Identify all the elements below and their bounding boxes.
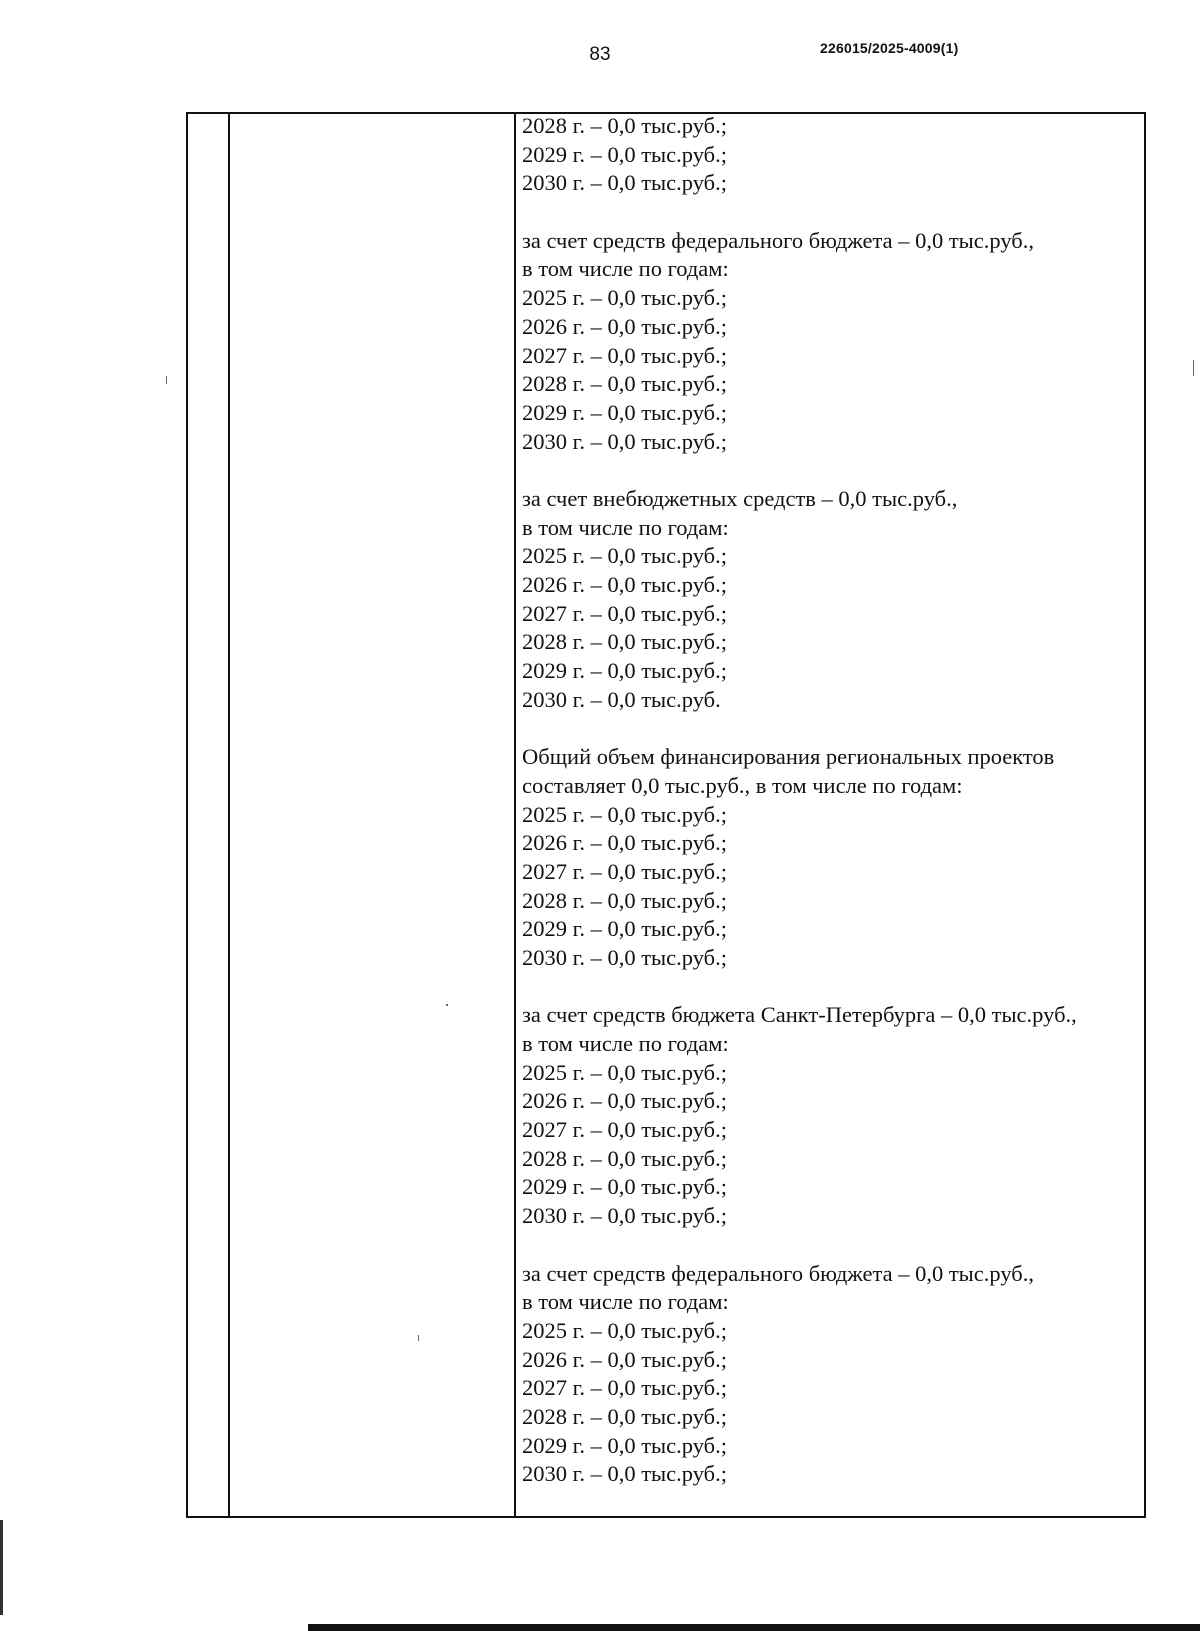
- scan-speck: [1193, 360, 1194, 376]
- text-line: 2025 г. – 0,0 тыс.руб.;: [522, 285, 727, 311]
- text-line: 2029 г. – 0,0 тыс.руб.;: [522, 141, 727, 167]
- text-line: за счет средств бюджета Санкт-Петербурга – 0,0 тыс.руб.,: [522, 1002, 1077, 1028]
- text-line: 2028 г. – 0,0 тыс.руб.;: [522, 371, 727, 397]
- text-line: 2029 г. – 0,0 тыс.руб.;: [522, 658, 727, 684]
- financing-block-4: [522, 743, 1142, 973]
- text-line: 2025 г. – 0,0 тыс.руб.;: [522, 801, 727, 827]
- text-line: 2027 г. – 0,0 тыс.руб.;: [522, 1117, 727, 1143]
- document-code: 226015/2025-4009(1): [820, 40, 959, 56]
- text-line: за счет внебюджетных средств – 0,0 тыс.руб.,: [522, 485, 958, 511]
- text-line: в том числе по годам:: [522, 256, 729, 282]
- text-line: 2029 г. – 0,0 тыс.руб.;: [522, 1174, 727, 1200]
- text-line: 2030 г. – 0,0 тыс.руб.;: [522, 1461, 727, 1487]
- text-line: 2028 г. – 0,0 тыс.руб.;: [522, 629, 727, 655]
- text-line: 2027 г. – 0,0 тыс.руб.;: [522, 1375, 727, 1401]
- text-line: в том числе по годам:: [522, 1031, 729, 1056]
- text-line: 2030 г. – 0,0 тыс.руб.;: [522, 944, 727, 970]
- financing-text-cell: [522, 112, 1142, 1489]
- text-line: 2027 г. – 0,0 тыс.руб.;: [522, 342, 727, 368]
- text-line: составляет 0,0 тыс.руб., в том числе по годам:: [522, 772, 963, 798]
- financing-block-2: [522, 227, 1142, 457]
- text-line: 2027 г. – 0,0 тыс.руб.;: [522, 600, 727, 626]
- financing-block-5: [522, 1001, 1142, 1231]
- page-number: 83: [589, 44, 611, 65]
- text-line: 2025 г. – 0,0 тыс.руб.;: [522, 1317, 727, 1343]
- scan-speck: [166, 376, 167, 384]
- text-line: за счет средств федерального бюджета – 0,0 тыс.руб.,: [522, 1260, 1035, 1286]
- scan-speck: [418, 1335, 419, 1341]
- text-line: 2029 г. – 0,0 тыс.руб.;: [522, 916, 727, 942]
- scan-edge-mark: [0, 1520, 3, 1615]
- text-line: 2029 г. – 0,0 тыс.руб.;: [522, 399, 727, 425]
- text-line: 2028 г. – 0,0 тыс.руб.;: [522, 1145, 727, 1171]
- text-line: 2027 г. – 0,0 тыс.руб.;: [522, 858, 727, 884]
- text-line: 2030 г. – 0,0 тыс.руб.;: [522, 1203, 727, 1229]
- text-line: в том числе по годам:: [522, 514, 729, 540]
- text-line: 2028 г. – 0,0 тыс.руб.;: [522, 1403, 727, 1429]
- table-column-divider-1: [228, 112, 230, 1518]
- text-line: 2030 г. – 0,0 тыс.руб.;: [522, 170, 727, 196]
- text-line: 2026 г. – 0,0 тыс.руб.;: [522, 572, 727, 597]
- text-line: 2026 г. – 0,0 тыс.руб.;: [522, 313, 727, 339]
- text-line: 2026 г. – 0,0 тыс.руб.;: [522, 1088, 727, 1114]
- text-line: 2026 г. – 0,0 тыс.руб.;: [522, 1346, 727, 1372]
- text-line: 2030 г. – 0,0 тыс.руб.;: [522, 428, 727, 454]
- text-line: Общий объем финансирования региональных проектов: [522, 744, 1055, 770]
- financing-block-6: [522, 1260, 1142, 1490]
- text-line: за счет средств федерального бюджета – 0,0 тыс.руб.,: [522, 227, 1035, 253]
- text-line: 2029 г. – 0,0 тыс.руб.;: [522, 1432, 727, 1458]
- text-line: 2025 г. – 0,0 тыс.руб.;: [522, 543, 727, 569]
- financing-block-1: [522, 112, 1142, 198]
- scan-bottom-edge: [308, 1624, 1200, 1631]
- scan-speck: [446, 1004, 448, 1006]
- text-line: 2026 г. – 0,0 тыс.руб.;: [522, 830, 727, 856]
- text-line: в том числе по годам:: [522, 1289, 729, 1315]
- text-line: 2025 г. – 0,0 тыс.руб.;: [522, 1059, 727, 1085]
- text-line: 2028 г. – 0,0 тыс.руб.;: [522, 113, 727, 138]
- text-line: 2028 г. – 0,0 тыс.руб.;: [522, 887, 727, 913]
- text-line: 2030 г. – 0,0 тыс.руб.: [522, 686, 721, 712]
- financing-block-3: [522, 485, 1142, 715]
- table-column-divider-2: [514, 112, 516, 1518]
